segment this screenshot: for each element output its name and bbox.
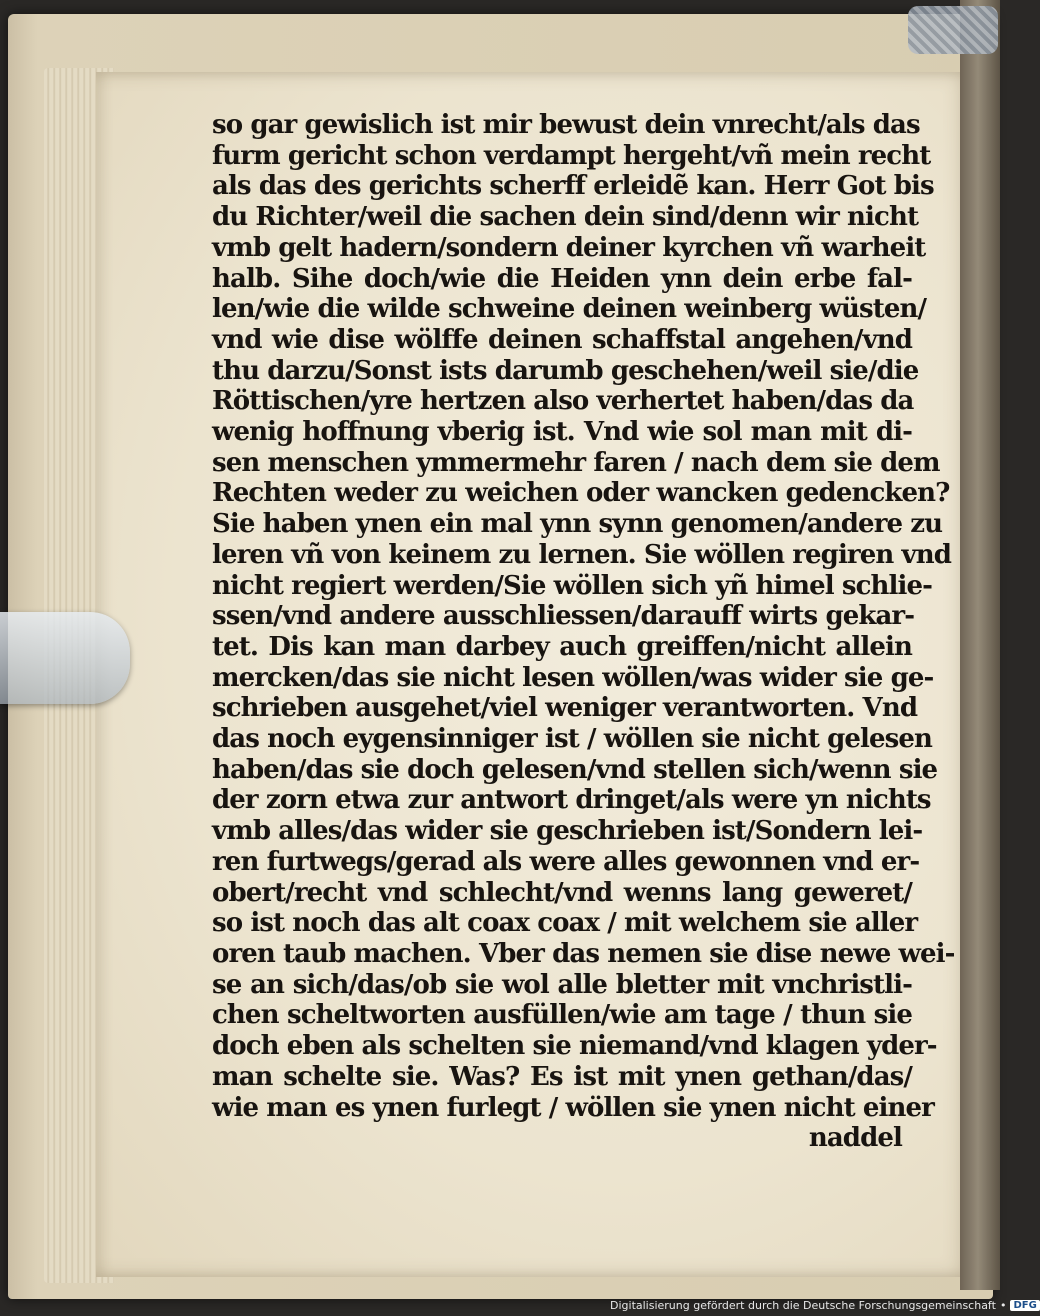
- text-line: doch eben als schelten sie niemand/vnd klagen yder-: [212, 1031, 937, 1062]
- text-line: Sie haben ynen ein mal ynn synn genomen/andere zu: [212, 509, 943, 540]
- text-line: sen menschen ymmermehr faren / nach dem sie dem: [212, 447, 940, 478]
- text-line: wie man es ynen furlegt / wöllen sie ynen nicht einer: [212, 1092, 934, 1123]
- text-line: halb. Sihe doch/wie die Heiden ynn dein erbe fal-: [212, 263, 912, 294]
- text-line: der zorn etwa zur antwort dringet/als were yn nichts: [212, 785, 931, 816]
- text-line: len/wie die wilde schweine deinen weinberg wüsten/: [212, 294, 927, 325]
- text-line: nicht regiert werden/Sie wöllen sich yñ himel schlie-: [212, 570, 933, 601]
- credit-text: Digitalisierung gefördert durch die Deutsche Forschungsgemeinschaft: [610, 1298, 996, 1312]
- credit-separator: •: [999, 1298, 1007, 1312]
- text-line: das noch eygensinniger ist / wöllen sie nicht gelesen: [212, 724, 932, 755]
- text-line: thu darzu/Sonst ists darumb geschehen/weil sie/die: [212, 355, 919, 386]
- binding-fabric: [908, 6, 998, 54]
- text-line: man schelte sie. Was? Es ist mit ynen gethan/das/: [212, 1061, 912, 1092]
- text-line: wenig hoffnung vberig ist. Vnd wie sol man mit di-: [212, 417, 912, 448]
- text-line: ren furtwegs/gerad als were alles gewonnen vnd er-: [212, 846, 920, 877]
- text-line: du Richter/weil die sachen dein sind/denn wir nicht: [212, 202, 919, 233]
- page-clip: [0, 612, 130, 704]
- catchword: naddel: [808, 1123, 902, 1154]
- text-line: mercken/das sie nicht lesen wöllen/was wider sie ge-: [212, 662, 934, 693]
- text-line: so ist noch das alt coax coax / mit welchem sie aller: [212, 908, 918, 939]
- text-line: obert/recht vnd schlecht/vnd wenns lang geweret/: [212, 877, 912, 908]
- digitization-credit: [610, 1297, 1040, 1313]
- text-line: Rechten weder zu weichen oder wancken gedencken?: [212, 478, 950, 509]
- text-line: tet. Dis kan man darbey auch greiffen/nicht allein: [212, 631, 912, 662]
- text-line: furm gericht schon verdampt hergeht/vñ mein recht: [212, 140, 931, 171]
- text-line: schrieben ausgehet/viel weniger verantworten. Vnd: [212, 693, 918, 724]
- text-line: als das des gerichts scherff erleidẽ kan. Herr Got bis: [212, 171, 934, 202]
- text-line: vmb gelt hadern/sondern deiner kyrchen vñ warheit: [212, 232, 926, 263]
- text-line: vnd wie dise wölffe deinen schaffstal angehen/vnd: [212, 324, 912, 355]
- text-line: oren taub machen. Vber das nemen sie dise newe wei-: [212, 938, 955, 969]
- text-line: chen scheltworten ausfüllen/wie am tage / thun sie: [212, 1000, 912, 1031]
- book-spine: [960, 0, 1000, 1290]
- dfg-logo: DFG: [1010, 1300, 1039, 1311]
- text-line: Röttischen/yre hertzen also verhertet haben/das da: [212, 386, 914, 417]
- text-line: se an sich/das/ob sie wol alle bletter mit vnchristli-: [212, 969, 912, 1000]
- text-line: ssen/vnd andere ausschliessen/darauff wirts gekar-: [212, 601, 915, 632]
- text-line: vmb alles/das wider sie geschrieben ist/Sondern lei-: [212, 816, 923, 847]
- text-line: haben/das sie doch gelesen/vnd stellen sich/wenn sie: [212, 754, 938, 785]
- text-line: so gar gewislich ist mir bewust dein vnrecht/als das: [212, 110, 920, 140]
- text-line: leren vñ von keinem zu lernen. Sie wöllen regiren vnd: [212, 539, 952, 570]
- blackletter-text-block: [212, 110, 955, 1154]
